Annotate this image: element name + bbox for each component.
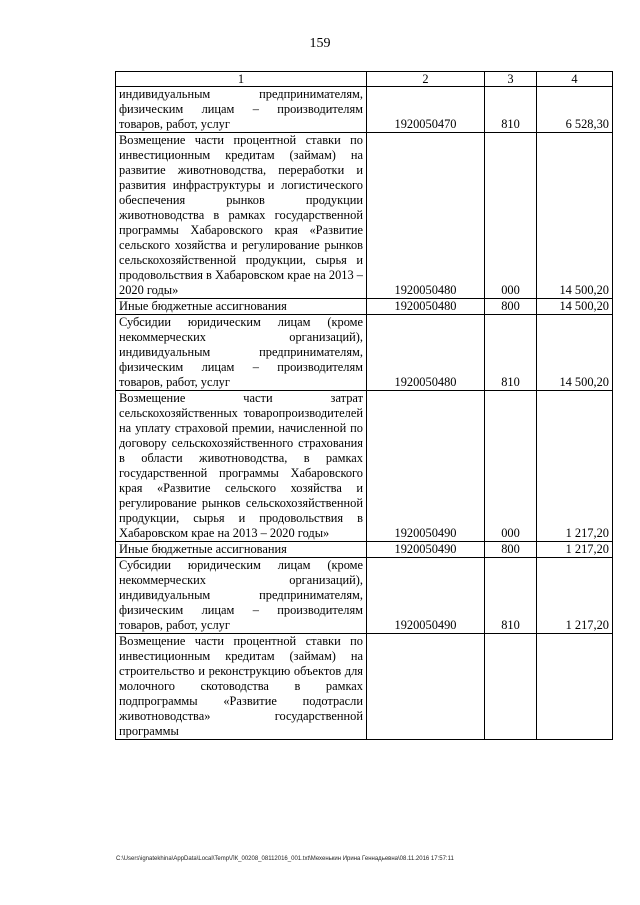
row-amount-cell: 1 217,20 xyxy=(537,558,613,634)
row-amount-cell: 14 500,20 xyxy=(537,299,613,315)
table-row xyxy=(116,542,613,558)
column-header-row xyxy=(116,72,613,87)
row-type-cell: 810 xyxy=(485,315,537,391)
row-code-cell: 1920050480 xyxy=(367,133,485,299)
row-amount-cell xyxy=(537,634,613,740)
row-type-cell xyxy=(485,634,537,740)
table-row xyxy=(116,133,613,299)
row-name-cell: Субсидии юридическим лицам (кроме некоммерческих организаций), индивидуальным предпринимателям, физическим лицам – производителям товаров, работ, услуг xyxy=(116,315,367,391)
row-amount-cell: 14 500,20 xyxy=(537,133,613,299)
table-row xyxy=(116,634,613,740)
row-name-cell: Возмещение части затрат сельскохозяйственных товаропроизводителей на уплату страховой премии, начисленной по договору сельскохозяйственного страхования в области животноводства, в рамках государственной программы Хабаровского края «Развитие сельского хозяйства и регулирование рынков сельскохозяйственной продукции, сырья и продовольствия в Хабаровском крае на 2013 – 2020 годы» xyxy=(116,391,367,542)
row-amount-cell: 14 500,20 xyxy=(537,315,613,391)
table-row xyxy=(116,558,613,634)
row-type-cell: 810 xyxy=(485,558,537,634)
table-row xyxy=(116,299,613,315)
table-row xyxy=(116,391,613,542)
row-name-cell: индивидуальным предпринимателям, физическим лицам – производителям товаров, работ, услуг xyxy=(116,87,367,133)
row-code-cell xyxy=(367,634,485,740)
table-row xyxy=(116,87,613,133)
row-code-cell: 1920050490 xyxy=(367,558,485,634)
file-path-footer: C:\Users\ignatekhina\AppData\Local\Temp\ЛК_00208_08112016_001.txt\Мехенькин Ирина Геннадьевна\08.11.2016 17:57:11 xyxy=(116,856,454,862)
table-row xyxy=(116,315,613,391)
row-type-cell: 800 xyxy=(485,299,537,315)
column-header: 1 xyxy=(116,72,367,87)
row-amount-cell: 1 217,20 xyxy=(537,542,613,558)
row-name-cell: Возмещение части процентной ставки по инвестиционным кредитам (займам) на развитие животноводства, переработки и развития инфраструктуры и логистического обеспечения рынков продукции животноводства в рамках государственной программы Хабаровского края «Развитие сельского хозяйства и регулирование рынков сельскохозяйственной продукции, сырья и продовольствия в Хабаровском крае на 2013 – 2020 годы» xyxy=(116,133,367,299)
row-name-cell: Возмещение части процентной ставки по инвестиционным кредитам (займам) на строительство и реконструкцию объектов для молочного скотоводства в рамках подпрограммы «Развитие подотрасли животноводства» государственной программы xyxy=(116,634,367,740)
budget-table xyxy=(115,71,613,740)
column-header: 2 xyxy=(367,72,485,87)
row-type-cell: 800 xyxy=(485,542,537,558)
row-name-cell: Субсидии юридическим лицам (кроме некоммерческих организаций), индивидуальным предпринимателям, физическим лицам – производителям товаров, работ, услуг xyxy=(116,558,367,634)
column-header: 3 xyxy=(485,72,537,87)
row-code-cell: 1920050480 xyxy=(367,299,485,315)
row-code-cell: 1920050470 xyxy=(367,87,485,133)
row-code-cell: 1920050480 xyxy=(367,315,485,391)
row-type-cell: 000 xyxy=(485,133,537,299)
page-number: 159 xyxy=(309,36,331,51)
row-name-cell: Иные бюджетные ассигнования xyxy=(116,542,367,558)
row-amount-cell: 1 217,20 xyxy=(537,391,613,542)
row-amount-cell: 6 528,30 xyxy=(537,87,613,133)
column-header: 4 xyxy=(537,72,613,87)
row-type-cell: 810 xyxy=(485,87,537,133)
row-code-cell: 1920050490 xyxy=(367,542,485,558)
row-code-cell: 1920050490 xyxy=(367,391,485,542)
row-type-cell: 000 xyxy=(485,391,537,542)
row-name-cell: Иные бюджетные ассигнования xyxy=(116,299,367,315)
